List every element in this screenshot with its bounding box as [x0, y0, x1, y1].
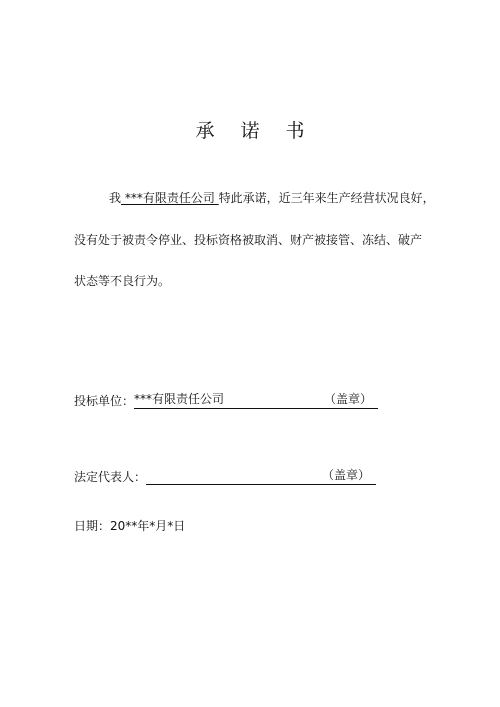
bidder-label: 投标单位：	[74, 394, 135, 408]
date-line	[74, 518, 185, 534]
paragraph-line-2: 没有处于被责令停业、投标资格被取消、财产被接管、冻结、破产	[74, 233, 423, 247]
bidder-blank	[134, 394, 378, 409]
company-name: ***有限责任公司	[121, 191, 219, 205]
paragraph-line-3: 状态等不良行为。	[74, 274, 171, 288]
bidder-signature-line	[74, 393, 378, 409]
paragraph-line-1-text: 特此承诺，近三年来生产经营状况良好，	[218, 191, 435, 205]
legal-rep-seal: （盖章）	[322, 468, 371, 482]
date-label: 日期：	[74, 519, 111, 533]
legal-rep-blank	[146, 470, 376, 485]
paragraph-line-1	[109, 190, 435, 206]
date-value: 20**年*月*日	[110, 519, 186, 533]
bidder-value: ***有限责任公司	[134, 392, 225, 406]
document-title: 承 诺 书	[195, 120, 315, 142]
paragraph-prefix: 我	[109, 191, 122, 205]
bidder-seal: （盖章）	[324, 392, 373, 406]
legal-rep-signature-line	[74, 469, 376, 485]
legal-rep-label: 法定代表人：	[74, 470, 147, 484]
